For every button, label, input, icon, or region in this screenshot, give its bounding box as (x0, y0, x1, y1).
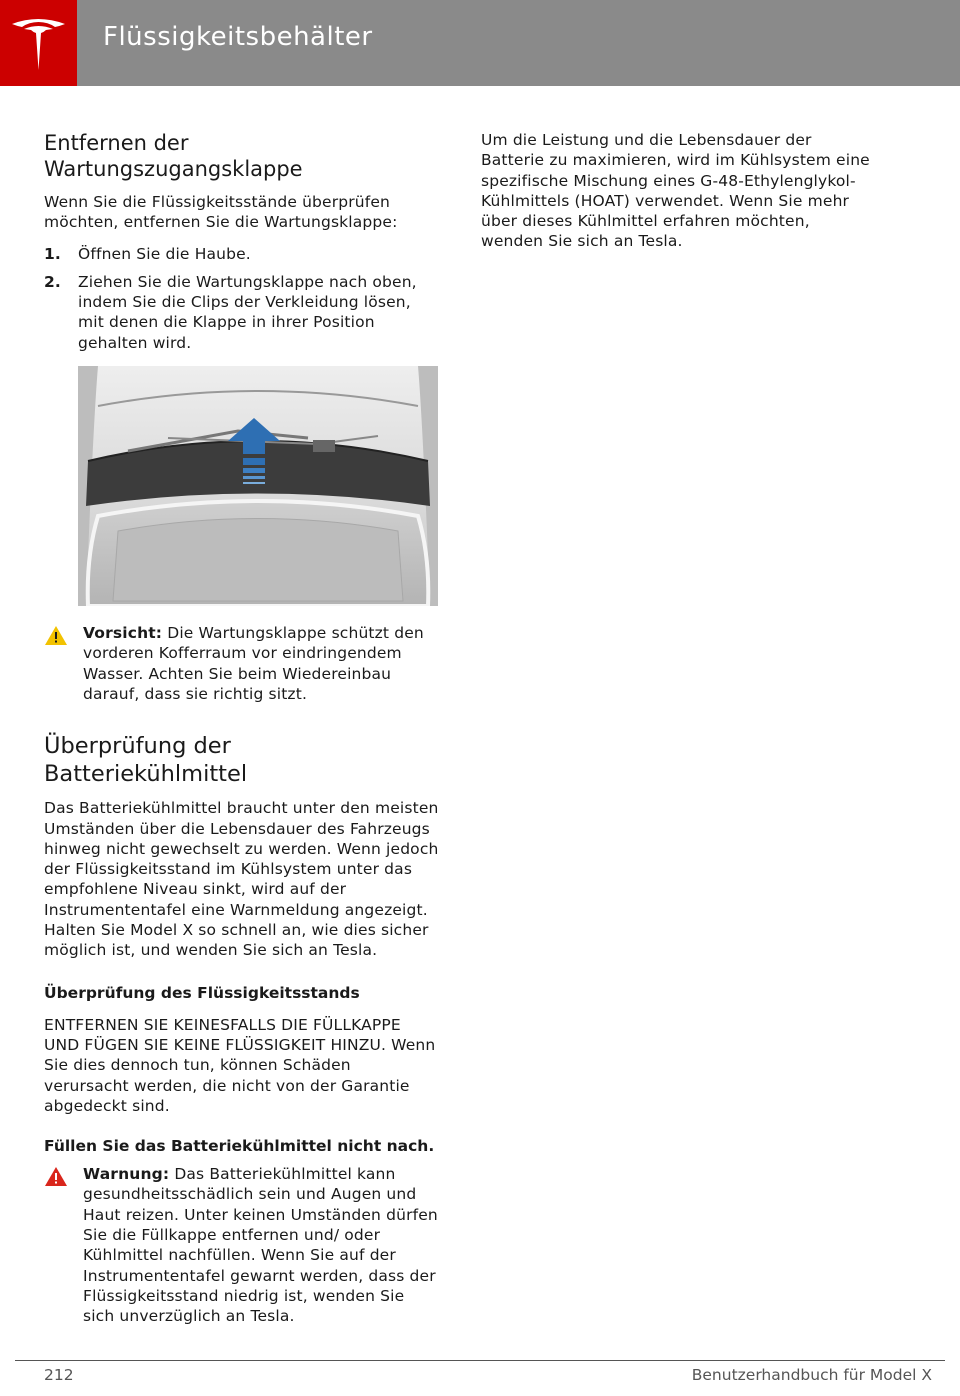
caution-triangle-icon (44, 625, 68, 646)
heading-no-refill: Füllen Sie das Batteriekühlmittel nicht nach. (44, 1137, 435, 1156)
footer-divider (15, 1360, 945, 1361)
manual-title: Benutzerhandbuch für Model X (691, 1366, 932, 1384)
caution-label: Vorsicht: (83, 624, 163, 643)
list-item (44, 244, 439, 264)
coolant-info-paragraph: Um die Leistung und die Lebensdauer der Batterie zu maximieren, wird im Kühlsystem eine spezifische Mischung eines G-48-Ethylenglykol-Kühlmittels (HOAT) verwendet. Wenn Sie mehr über dieses Kühlmittel erfahren möchten, wenden Sie sich an Tesla. (481, 131, 870, 251)
warning-triangle-icon (44, 1166, 68, 1187)
step-number: 1. (44, 244, 61, 263)
list-item (44, 272, 439, 353)
warning-label: Warnung: (83, 1165, 170, 1184)
intro-paragraph: Wenn Sie die Flüssigkeitsstände überprüfen möchten, entfernen Sie die Wartungsklappe: (44, 193, 398, 232)
step-number: 2. (44, 272, 61, 291)
left-column (44, 130, 439, 1327)
page-number: 212 (44, 1366, 74, 1384)
check-coolant-paragraph: Das Batteriekühlmittel braucht unter den meisten Umständen über die Lebensdauer des Fahrzeugs hinweg nicht gewechselt zu werden. Wenn jedoch der Flüssigkeitsstand im Kühlsystem unter das empfohlene Niveau sinkt, wird auf der Instrumententafel eine Warnmeldung angezeigt. Halten Sie Model X so schnell an, wie dies sicher möglich ist, und wenden Sie sich an Tesla. (44, 799, 439, 960)
heading-remove-panel: Entfernen der Wartungszugangsklappe (44, 131, 303, 181)
check-level-paragraph: ENTFERNEN SIE KEINESFALLS DIE FÜLLKAPPE UND FÜGEN SIE KEINE FLÜSSIGKEIT HINZU. Wenn Sie dies dennoch tun, können Schäden verursacht werden, die nicht von der Garantie abgedeckt sind. (44, 1015, 436, 1115)
step-text: Öffnen Sie die Haube. (78, 244, 251, 263)
tesla-logo (0, 0, 77, 86)
steps-list (44, 244, 439, 353)
warning-text: Das Batteriekühlmittel kann gesundheitsschädlich sein und Augen und Haut reizen. Unter keinen Umständen dürfen Sie die Füllkappe entfernen und/ oder Kühlmittel nachfüllen. Wenn Sie auf der Instrumententafel gewarnt werden, dass der Flüssigkeitsstand niedrig ist, wenden Sie sich unverzüglich an Tesla. (83, 1165, 438, 1326)
caution-text: Die Wartungsklappe schützt den vorderen Kofferraum vor eindringendem Wasser. Achten Sie beim Wiedereinbau darauf, dass sie richtig sitzt. (83, 624, 424, 703)
step-text: Ziehen Sie die Wartungsklappe nach oben, indem Sie die Clips der Verkleidung lösen, mit denen die Klappe in ihrer Position gehalten wird. (78, 272, 417, 352)
caution-note (44, 623, 439, 704)
heading-check-level: Überprüfung des Flüssigkeitsstands (44, 983, 360, 1002)
right-column (481, 130, 876, 252)
page-title: Flüssigkeitsbehälter (103, 22, 373, 52)
page-header (0, 0, 960, 86)
service-panel-illustration (78, 366, 438, 606)
warning-note (44, 1164, 439, 1326)
heading-check-coolant: Überprüfung der Batteriekühlmittel (44, 733, 248, 788)
